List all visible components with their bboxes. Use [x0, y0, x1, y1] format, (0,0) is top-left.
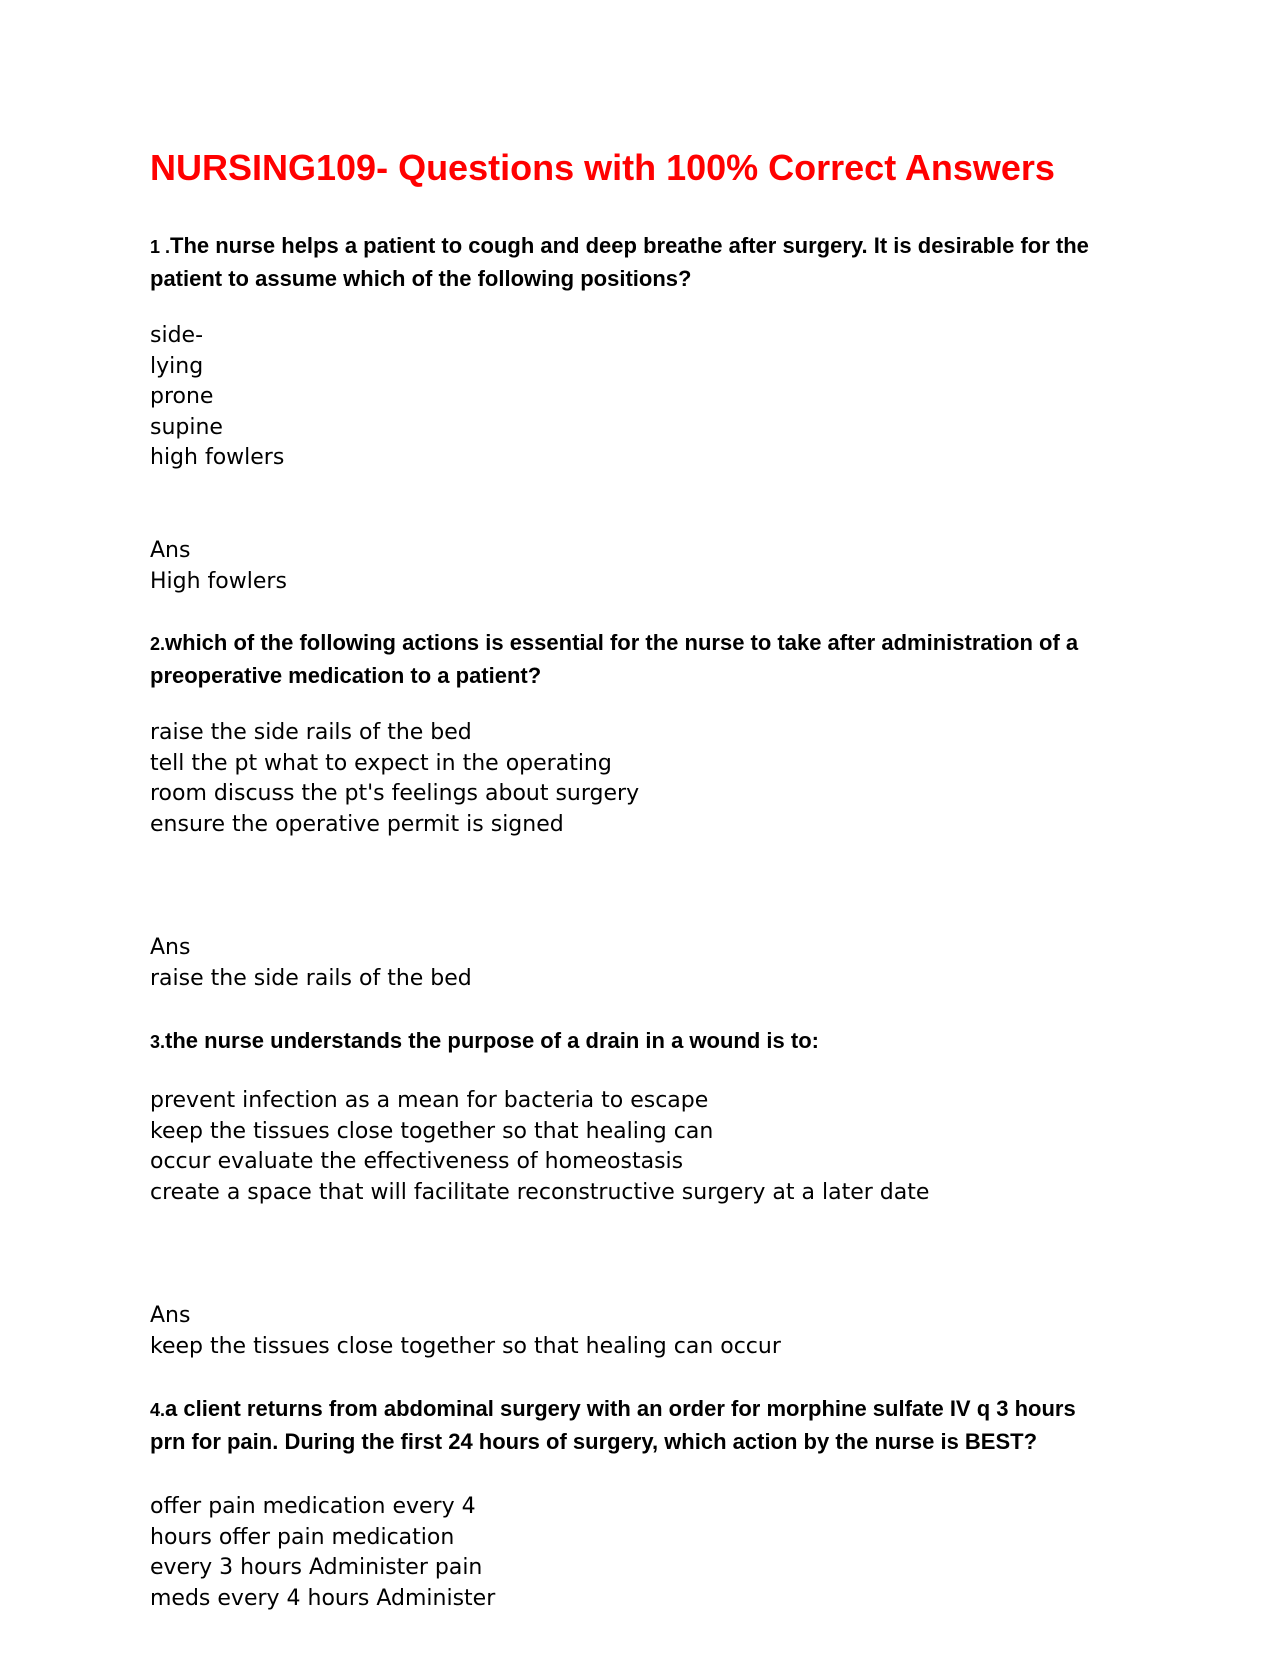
question-3-options — [150, 1086, 929, 1208]
answer-label: Ans — [150, 538, 191, 563]
answer-text: raise the side rails of the bed — [150, 965, 472, 991]
option-line: every 3 hours Administer pain — [150, 1555, 483, 1581]
option-line: ensure the operative permit is signed — [150, 811, 564, 837]
question-4 — [150, 1393, 1110, 1457]
option-line: high fowlers — [150, 445, 285, 471]
answer-text: High fowlers — [150, 568, 287, 594]
option-line: side- — [150, 323, 204, 348]
answer-label: Ans — [150, 1303, 191, 1328]
answer-label: Ans — [150, 935, 191, 960]
option-line: hours offer pain medication — [150, 1524, 455, 1550]
option-line: keep the tissues close together so that healing can — [150, 1118, 714, 1144]
question-1-options — [150, 321, 284, 474]
question-1-number: 1 . — [150, 237, 171, 257]
option-line: prevent infection as a mean for bacteria to escape — [150, 1088, 709, 1113]
question-2-options — [150, 718, 639, 840]
option-line: prone — [150, 384, 214, 410]
option-line: room discuss the pt's feelings about surgery — [150, 781, 640, 807]
option-line: tell the pt what to expect in the operating — [150, 750, 612, 776]
answer-text: keep the tissues close together so that healing can occur — [150, 1333, 781, 1359]
question-1-text: The nurse helps a patient to cough and deep breathe after surgery. It is desirable for the patient to assume which of the following positions? — [150, 233, 1089, 291]
question-2 — [150, 627, 1110, 691]
question-4-options — [150, 1492, 495, 1614]
question-2-number: 2. — [150, 634, 166, 654]
question-3-text: the nurse understands the purpose of a drain in a wound is to: — [165, 1028, 819, 1053]
option-line: meds every 4 hours Administer — [150, 1585, 496, 1611]
option-line: raise the side rails of the bed — [150, 720, 472, 745]
question-3-answer — [150, 1301, 781, 1362]
question-2-text: which of the following actions is essential for the nurse to take after administration of a preoperative medication to a patient? — [150, 630, 1079, 688]
option-line: lying — [150, 353, 204, 379]
question-4-number: 4. — [150, 1400, 166, 1420]
page-title: NURSING109- Questions with 100% Correct Answers — [150, 147, 1055, 188]
question-4-text: a client returns from abdominal surgery with an order for morphine sulfate IV q 3 hours prn for pain. During the first 24 hours of surgery, which action by the nurse is BEST? — [150, 1396, 1076, 1454]
question-2-answer — [150, 933, 472, 994]
option-line: create a space that will facilitate reconstructive surgery at a later date — [150, 1179, 930, 1205]
question-3-number: 3. — [150, 1032, 166, 1052]
option-line: offer pain medication every 4 — [150, 1494, 476, 1519]
option-line: occur evaluate the effectiveness of homeostasis — [150, 1149, 684, 1175]
question-1-answer — [150, 536, 287, 597]
question-1 — [150, 230, 1110, 294]
question-3 — [150, 1025, 1110, 1058]
option-line: supine — [150, 414, 223, 440]
